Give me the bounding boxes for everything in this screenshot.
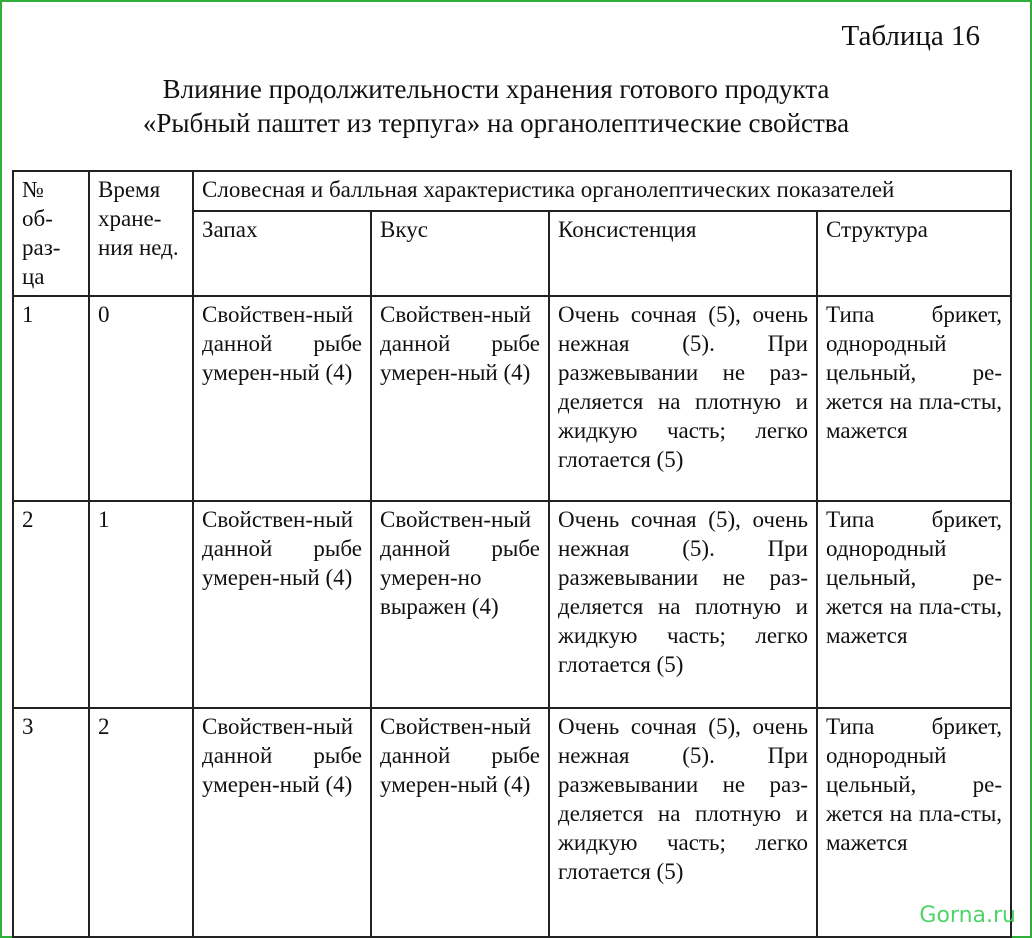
table-row: [13, 296, 1011, 501]
cell-consistency: Очень сочная (5), очень нежная (5). При разжевывании не раз-деляется на плотную и жидкую часть; легко глотается (5): [549, 708, 817, 937]
header-taste: Вкус: [371, 211, 549, 296]
cell-time: 2: [89, 708, 193, 937]
cell-sample: 1: [13, 296, 89, 501]
cell-time: 1: [89, 501, 193, 708]
cell-smell: Свойствен-ный данной рыбе умерен-ный (4): [193, 708, 371, 937]
cell-time: 0: [89, 296, 193, 501]
cell-taste: Свойствен-ный данной рыбе умерен-но выражен (4): [371, 501, 549, 708]
table-number: Таблица 16: [841, 20, 980, 52]
header-storage-time: Время хране-ния нед.: [89, 171, 193, 296]
cell-smell: Свойствен-ный данной рыбе умерен-ный (4): [193, 296, 371, 501]
header-sample-no: № об-раз-ца: [13, 171, 89, 296]
header-consistency: Консистенция: [549, 211, 817, 296]
table-row: [13, 708, 1011, 937]
watermark: Gorna.ru: [919, 903, 1016, 928]
cell-taste: Свойствен-ный данной рыбе умерен-ный (4): [371, 708, 549, 937]
table-title: [2, 72, 1030, 140]
cell-sample: 2: [13, 501, 89, 708]
header-characteristics: Словесная и балльная характеристика органолептических показателей: [193, 171, 1011, 211]
cell-smell: Свойствен-ный данной рыбе умерен-ный (4): [193, 501, 371, 708]
data-table: [12, 170, 1012, 938]
cell-sample: 3: [13, 708, 89, 937]
cell-consistency: Очень сочная (5), очень нежная (5). При разжевывании не раз-деляется на плотную и жидкую часть; легко глотается (5): [549, 296, 817, 501]
table-row: [13, 501, 1011, 708]
title-line-1: Влияние продолжительности хранения готового продукта: [162, 74, 830, 104]
cell-taste: Свойствен-ный данной рыбе умерен-ный (4): [371, 296, 549, 501]
header-smell: Запах: [193, 211, 371, 296]
cell-structure: Типа брикет, однородный цельный, ре-жется на пла-сты, мажется: [817, 501, 1011, 708]
header-structure: Структура: [817, 211, 1011, 296]
cell-structure: Типа брикет, однородный цельный, ре-жется на пла-сты, мажется: [817, 296, 1011, 501]
title-line-2: «Рыбный паштет из терпуга» на органолептические свойства: [142, 108, 850, 138]
cell-structure: Типа брикет, однородный цельный, ре-жется на пла-сты, мажется: [817, 708, 1011, 937]
header-row: [13, 171, 1011, 211]
cell-consistency: Очень сочная (5), очень нежная (5). При разжевывании не раз-деляется на плотную и жидкую часть; легко глотается (5): [549, 501, 817, 708]
